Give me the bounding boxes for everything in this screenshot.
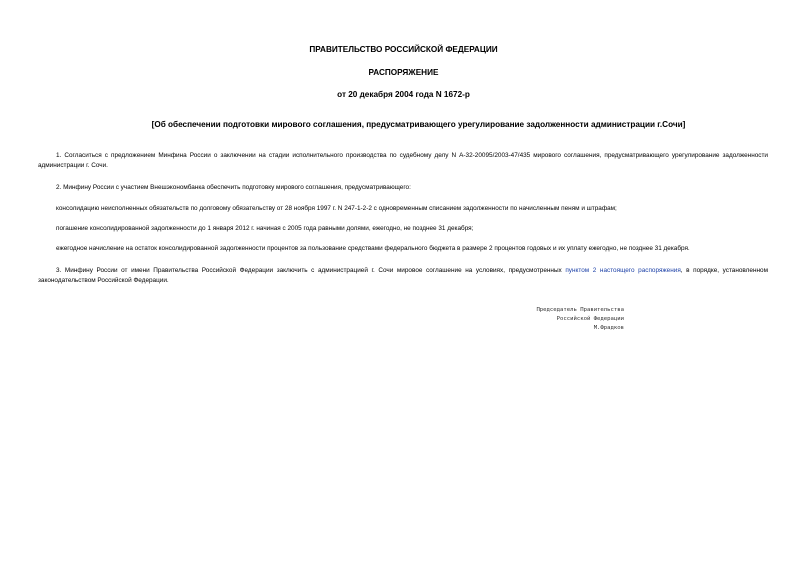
paragraph-2: 2. Минфину России с участием Внешэкономбанка обеспечить подготовку мирового соглашения, предусматривающего: — [56, 184, 411, 191]
paragraph-3 — [38, 266, 768, 285]
reference-link-item-2[interactable]: пунктом 2 настоящего распоряжения — [565, 267, 681, 274]
paragraph-3-end: , в порядке, установленном законодательством Российской Федерации. — [38, 267, 768, 284]
document-subject: [Об обеспечении подготовки мирового соглашения, предусматривающего урегулирование задолженности администрации г.Сочи] — [151, 120, 686, 129]
signature-name: М.Фрадков — [593, 324, 624, 331]
date-number-heading: от 20 декабря 2004 года N 1672-р — [337, 90, 470, 99]
signature-organization: Российской Федерации — [556, 315, 624, 322]
paragraph-consolidation: консолидацию неисполненных обязательств по долговому обязательству от 28 ноября 1997 г. N 247-1-2-2 с одновременным списанием задолженности по начисленным пеням и штрафам; — [56, 205, 617, 212]
signature-block — [480, 306, 624, 332]
paragraph-3-start: 3. Минфину России от имени Правительства Российской Федерации заключить с администрацией г. Сочи мировое соглашение на условиях, предусмотренных — [56, 267, 566, 274]
document-type-heading: РАСПОРЯЖЕНИЕ — [368, 68, 439, 77]
paragraph-repayment: погашение консолидированной задолженности до 1 января 2012 г. начиная с 2005 года равными долями, ежегодно, не позднее 31 декабря; — [56, 225, 474, 232]
paragraph-interest: ежегодное начисление на остаток консолидированной задолженности процентов за пользование средствами федерального бюджета в размере 2 процентов годовых и их уплату ежегодно, не позднее 31 декабря. — [56, 245, 690, 252]
signature-position: Председатель Правительства — [536, 307, 624, 313]
issuer-heading: ПРАВИТЕЛЬСТВО РОССИЙСКОЙ ФЕДЕРАЦИИ — [309, 45, 498, 54]
paragraph-1: 1. Согласиться с предложением Минфина России о заключении на стадии исполнительного производства по судебному делу N А-32-20095/2003-47/435 мирового соглашения, предусматривающего урегулирование задолженности администрации г. Сочи. — [38, 152, 768, 169]
